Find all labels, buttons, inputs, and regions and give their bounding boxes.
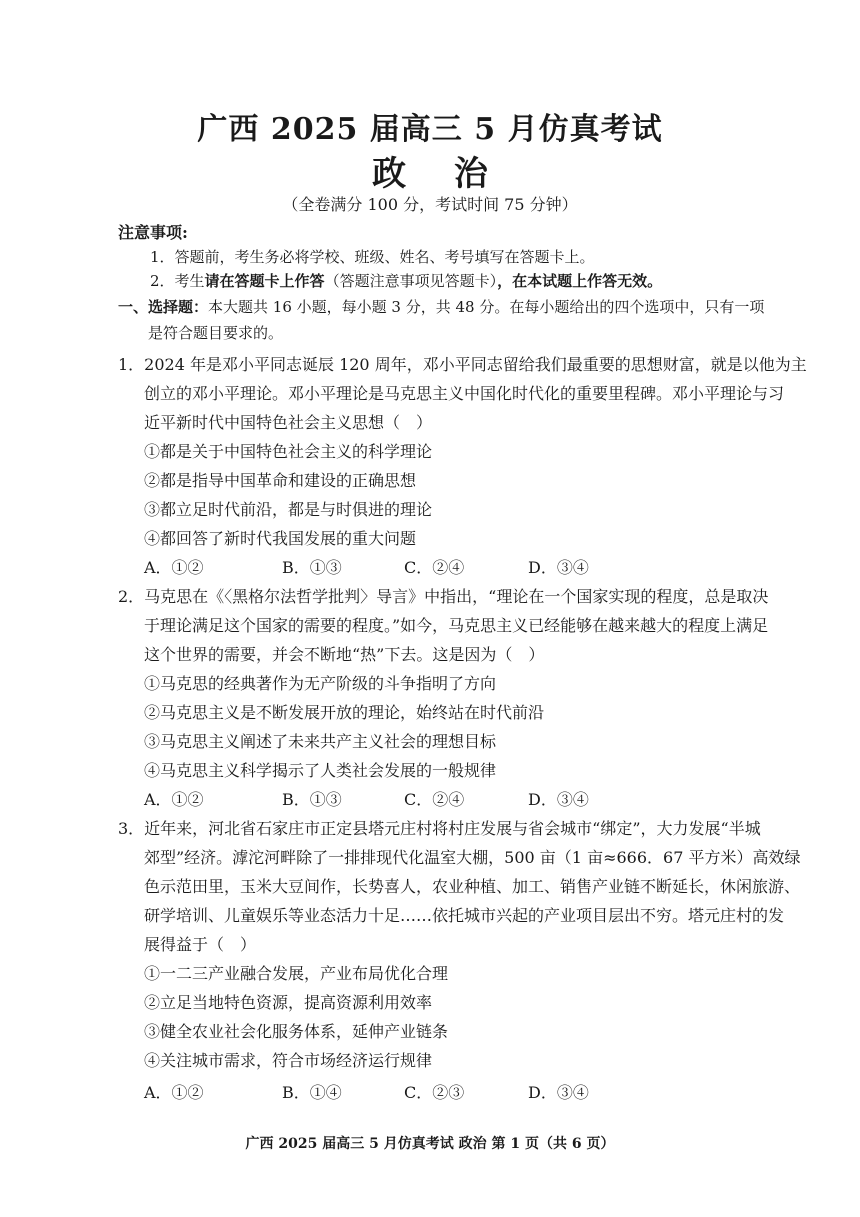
q1-statement-1: ①都是关于中国特色社会主义的科学理论 [144, 442, 433, 461]
note-item-2-bold-2: ，在本试题上作答无效。 [497, 272, 663, 290]
q3-statement-3: ③健全农业社会化服务体系，延伸产业链条 [144, 1022, 449, 1041]
q2-statement-3: ③马克思主义阐述了未来共产主义社会的理想目标 [144, 732, 497, 751]
note-item-2-mid: （答题注意事项见答题卡） [324, 272, 498, 290]
q3-statement-4: ④关注城市需求，符合市场经济运行规律 [144, 1051, 433, 1070]
section-line-1: 本大题共 16 小题，每小题 3 分，共 48 分。在每小题给出的四个选项中，只有一项 [208, 298, 765, 316]
section-header [118, 296, 764, 317]
subject-title: 政 治 [372, 154, 506, 194]
q3-option-d[interactable]: D．③④ [528, 1083, 589, 1102]
q1-statement-3: ③都立足时代前沿，都是与时俱进的理论 [144, 500, 433, 519]
q3-line-3: 色示范田里，玉米大豆间作，长势喜人，农业种植、加工、销售产业链不断延长，休闲旅游、 [144, 877, 801, 896]
q3-option-b[interactable]: B．①④ [282, 1083, 342, 1102]
section-label: 一、选择题： [118, 298, 209, 316]
section-line-2: 是符合题目要求的。 [148, 324, 284, 342]
note-item-1: 1．答题前，考生务必将学校、班级、姓名、考号填写在答题卡上。 [150, 248, 595, 266]
q2-option-d[interactable]: D．③④ [528, 790, 589, 809]
q1-option-b[interactable]: B．①③ [282, 558, 342, 577]
q2-statement-2: ②马克思主义是不断发展开放的理论，始终站在时代前沿 [144, 703, 545, 722]
notes-heading: 注意事项: [118, 223, 188, 242]
note-item-2 [150, 270, 662, 291]
q1-option-d[interactable]: D．③④ [528, 558, 589, 577]
q1-statement-2: ②都是指导中国革命和建设的正确思想 [144, 471, 417, 490]
q2-option-c[interactable]: C．②④ [404, 790, 465, 809]
q1-line-2: 创立的邓小平理论。邓小平理论是马克思主义中国化时代化的重要里程碑。邓小平理论与习 [144, 384, 785, 403]
note-item-2-prefix: 2．考生 [150, 272, 205, 290]
note-item-2-bold-1: 请在答题卡上作答 [204, 272, 325, 290]
q1-option-a[interactable]: A．①② [144, 558, 204, 577]
q1-statement-4: ④都回答了新时代我国发展的重大问题 [144, 529, 417, 548]
exam-meta: （全卷满分 100 分，考试时间 75 分钟） [282, 195, 578, 214]
page-footer: 广西 2025 届高三 5 月仿真考试 政治 第 1 页（共 6 页） [245, 1136, 615, 1152]
q1-line-3: 近平新时代中国特色社会主义思想（ ） [144, 413, 433, 432]
q2-statement-1: ①马克思的经典著作为无产阶级的斗争指明了方向 [144, 674, 497, 693]
q3-statement-1: ①一二三产业融合发展，产业布局优化合理 [144, 964, 449, 983]
q2-option-a[interactable]: A．①② [144, 790, 204, 809]
q3-line-5: 展得益于（ ） [144, 935, 257, 954]
q3-line-1: 3．近年来，河北省石家庄市正定县塔元庄村将村庄发展与省会城市“绑定”，大力发展“半城 [118, 819, 761, 838]
q3-line-2: 郊型”经济。滹沱河畔除了一排排现代化温室大棚，500 亩（1 亩≈666．67 平方米）高效绿 [144, 848, 801, 867]
q3-option-a[interactable]: A．①② [144, 1083, 204, 1102]
q2-statement-4: ④马克思主义科学揭示了人类社会发展的一般规律 [144, 761, 497, 780]
q2-line-2: 于理论满足这个国家的需要的程度。”如今，马克思主义已经能够在越来越大的程度上满足 [144, 616, 769, 635]
q3-statement-2: ②立足当地特色资源，提高资源利用效率 [144, 993, 433, 1012]
exam-title: 广西 2025 届高三 5 月仿真考试 [197, 112, 663, 147]
q3-line-4: 研学培训、儿童娱乐等业态活力十足……依托城市兴起的产业项目层出不穷。塔元庄村的发 [144, 906, 785, 925]
q2-line-3: 这个世界的需要，并会不断地“热”下去。这是因为（ ） [144, 645, 545, 664]
q2-line-1: 2．马克思在《〈黑格尔法哲学批判〉导言》中指出，“理论在一个国家实现的程度，总是取决 [118, 587, 769, 606]
q2-option-b[interactable]: B．①③ [282, 790, 342, 809]
q1-line-1: 1．2024 年是邓小平同志诞辰 120 周年，邓小平同志留给我们最重要的思想财富，就是以他为主 [118, 355, 807, 374]
q1-option-c[interactable]: C．②④ [404, 558, 465, 577]
q3-option-c[interactable]: C．②③ [404, 1083, 465, 1102]
